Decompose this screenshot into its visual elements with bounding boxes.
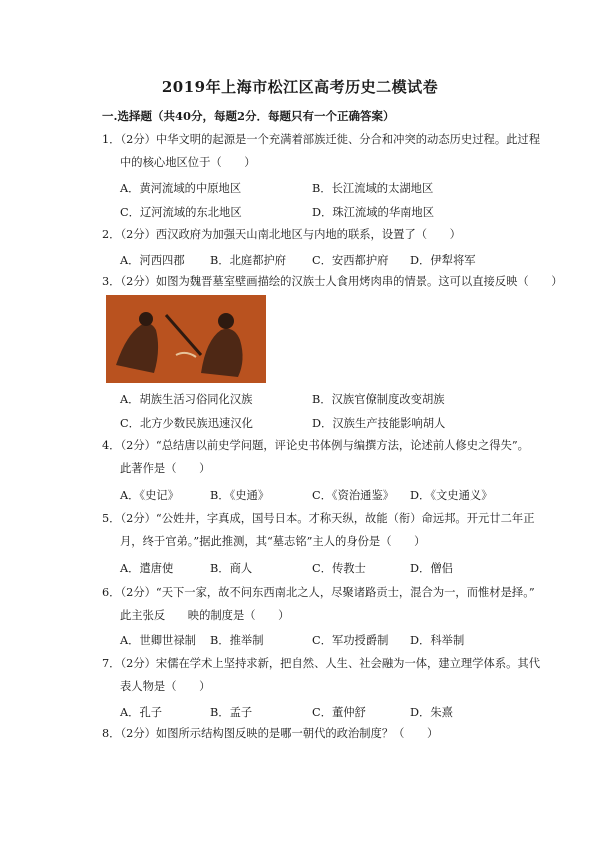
question-8-text: 8．（2分）如图所示结构图反映的是哪一朝代的政治制度？（ ）: [102, 727, 439, 740]
question-4-text: 4．（2分）“总结唐以前史学问题，评论史书体例与编撰方法，论述前人修史之得失”。: [102, 439, 529, 452]
question-7: [102, 652, 541, 698]
question-2-text: 2．（2分）西汉政府为加强天山南北地区与内地的联系，设置了（ ）: [102, 228, 461, 241]
question-5-text-cont: 月，终于官弟。”据此推测，其“墓志铭”主人的身份是（ ）: [120, 535, 426, 548]
option-c[interactable]: C．辽河流域的东北地区: [120, 206, 242, 219]
option-a[interactable]: A．《史记》: [120, 489, 179, 502]
option-d[interactable]: D．《文史通义》: [410, 489, 493, 502]
option-b[interactable]: B．汉族官僚制度改变胡族: [312, 393, 445, 406]
option-c[interactable]: C．董仲舒: [312, 706, 366, 719]
mural-image: [106, 295, 266, 383]
option-a[interactable]: A．河西四郡: [120, 254, 185, 267]
option-a[interactable]: A．胡族生活习俗同化汉族: [120, 393, 253, 406]
exam-title: 2019年上海市松江区高考历史二模试卷: [161, 78, 439, 96]
option-b[interactable]: B．长江流域的太湖地区: [312, 182, 434, 195]
question-4-text-cont: 此著作是（ ）: [120, 462, 211, 475]
section-heading: 一.选择题（共40分，每题2分．每题只有一个正确答案）: [102, 109, 395, 123]
option-a[interactable]: A．孔子: [120, 706, 163, 719]
question-8: [102, 722, 522, 745]
option-a[interactable]: A．世卿世禄制: [120, 634, 196, 647]
option-d[interactable]: D．僧侣: [410, 562, 453, 575]
option-b[interactable]: B．《史通》: [210, 489, 270, 502]
option-b[interactable]: B．推举制: [210, 634, 264, 647]
option-c[interactable]: C．传教士: [312, 562, 366, 575]
option-b[interactable]: B．北庭都护府: [210, 254, 287, 267]
question-1-text: 1．（2分）中华文明的起源是一个充满着部族迁徙、分合和冲突的动态历史过程。此过程: [102, 133, 541, 146]
option-d[interactable]: D．珠江流域的华南地区: [312, 206, 435, 219]
option-a[interactable]: A．遣唐使: [120, 562, 174, 575]
question-1-text-cont: 中的核心地区位于（ ）: [120, 156, 256, 169]
mural-figures: [106, 295, 266, 383]
question-6: [102, 581, 535, 627]
question-5: [102, 507, 535, 553]
option-c[interactable]: C．安西都护府: [312, 254, 389, 267]
option-b[interactable]: B．孟子: [210, 706, 253, 719]
question-3-text: 3．（2分）如图为魏晋墓室壁画描绘的汉族士人食用烤肉串的情景。这可以直接反映（ ）: [102, 275, 563, 288]
question-6-text-cont: 此主张反 映的制度是（ ）: [120, 609, 290, 622]
option-d[interactable]: D．伊犁将军: [410, 254, 476, 267]
question-6-text: 6．（2分）“天下一家，故不问东西南北之人，尽聚诸路贡士，混合为一，而惟材是择。”: [102, 586, 535, 599]
option-c[interactable]: C．北方少数民族迅速汉化: [120, 417, 253, 430]
option-c[interactable]: C．军功授爵制: [312, 634, 389, 647]
option-b[interactable]: B．商人: [210, 562, 253, 575]
mural-head-left: [139, 312, 153, 326]
option-c[interactable]: C．《资治通鉴》: [312, 489, 395, 502]
question-7-text-cont: 表人物是（ ）: [120, 680, 211, 693]
question-5-text: 5．（2分）“公姓井，字真成，国号日本。才称天纵，故能（衔）命远邦。开元廿二年正: [102, 512, 535, 525]
question-3: [102, 270, 563, 293]
option-d[interactable]: D．汉族生产技能影响胡人: [312, 417, 446, 430]
option-d[interactable]: D．朱熹: [410, 706, 453, 719]
option-d[interactable]: D．科举制: [410, 634, 465, 647]
question-1: [102, 128, 541, 174]
question-7-text: 7．（2分）宋儒在学术上坚持求新，把自然、人生、社会融为一体，建立理学体系。其代: [102, 657, 541, 670]
question-4: [102, 434, 529, 480]
mural-head-right: [218, 313, 234, 329]
question-2: [102, 223, 522, 246]
option-a[interactable]: A．黄河流域的中原地区: [120, 182, 242, 195]
